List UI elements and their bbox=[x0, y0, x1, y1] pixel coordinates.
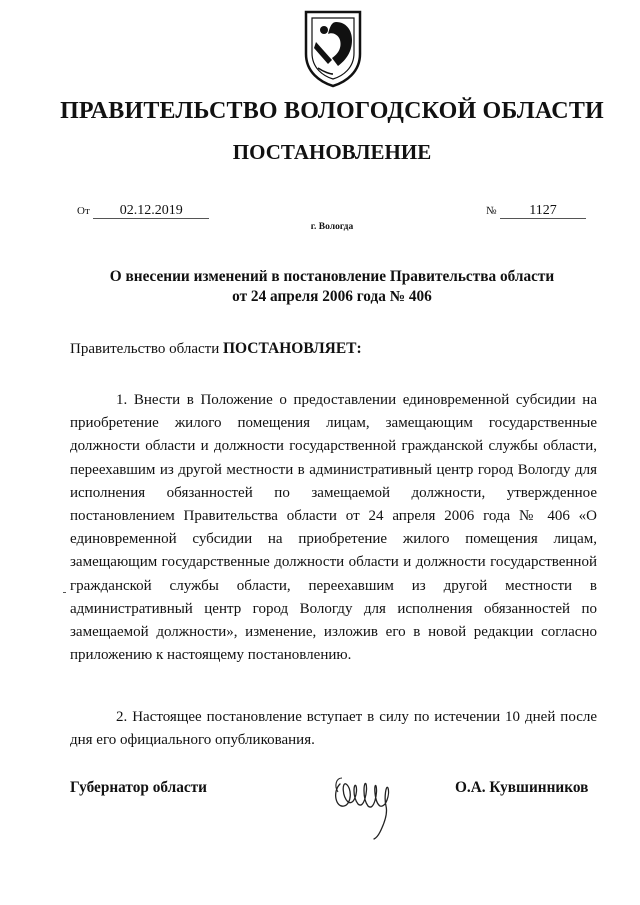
heading-line-2: от 24 апреля 2006 года № 406 bbox=[232, 288, 432, 305]
signatory-title: Губернатор области bbox=[70, 779, 207, 796]
document-number: 1127 bbox=[500, 203, 586, 219]
date-line bbox=[77, 203, 209, 219]
number-prefix: № bbox=[486, 205, 497, 217]
organization-title: ПРАВИТЕЛЬСТВО ВОЛОГОДСКОЙ ОБЛАСТИ bbox=[60, 98, 604, 124]
paragraph-2: 2. Настоящее постановление вступает в силу по истечении 10 дней после дня его официального опубликования. bbox=[70, 709, 597, 749]
paragraph-1: 1. Внести в Положение о предоставлении единовременной субсидии на приобретение жилого помещения лицам, замещающим государственные должности области и должности государственной гражданской службы области, переехавшим из другой местности в административный центр город Вологду для исполнения обязанностей по замещаемой должности, утвержденное постановлением Правительства области от 24 апреля 2006 года № 406 «О единовременной субсидии на приобретение жилого помещения лицам, замещающим государственные должности области и должности государственной гражданской службы области, переехавшим из другой местности в административный центр город Вологду для исполнения обязанностей по замещаемой должности», изменение, изложив его в новой редакции согласно приложению к настоящему постановлению. bbox=[70, 392, 597, 664]
city-label: г. Вологда bbox=[310, 222, 354, 232]
document-type: ПОСТАНОВЛЕНИЕ bbox=[232, 140, 432, 164]
signatory-name: О.А. Кувшинников bbox=[455, 779, 589, 796]
number-line bbox=[486, 203, 586, 219]
preamble-text: Правительство области bbox=[70, 341, 223, 357]
coat-of-arms-icon bbox=[302, 8, 364, 88]
heading-line-1: О внесении изменений в постановление Правительства области bbox=[109, 268, 555, 285]
date-prefix: От bbox=[77, 205, 90, 217]
document-heading bbox=[0, 267, 640, 307]
preamble-verb: ПОСТАНОВЛЯЕТ: bbox=[222, 340, 362, 357]
document-date: 02.12.2019 bbox=[93, 203, 209, 219]
preamble bbox=[70, 340, 362, 358]
handwritten-signature bbox=[330, 762, 400, 840]
margin-mark bbox=[63, 592, 66, 593]
